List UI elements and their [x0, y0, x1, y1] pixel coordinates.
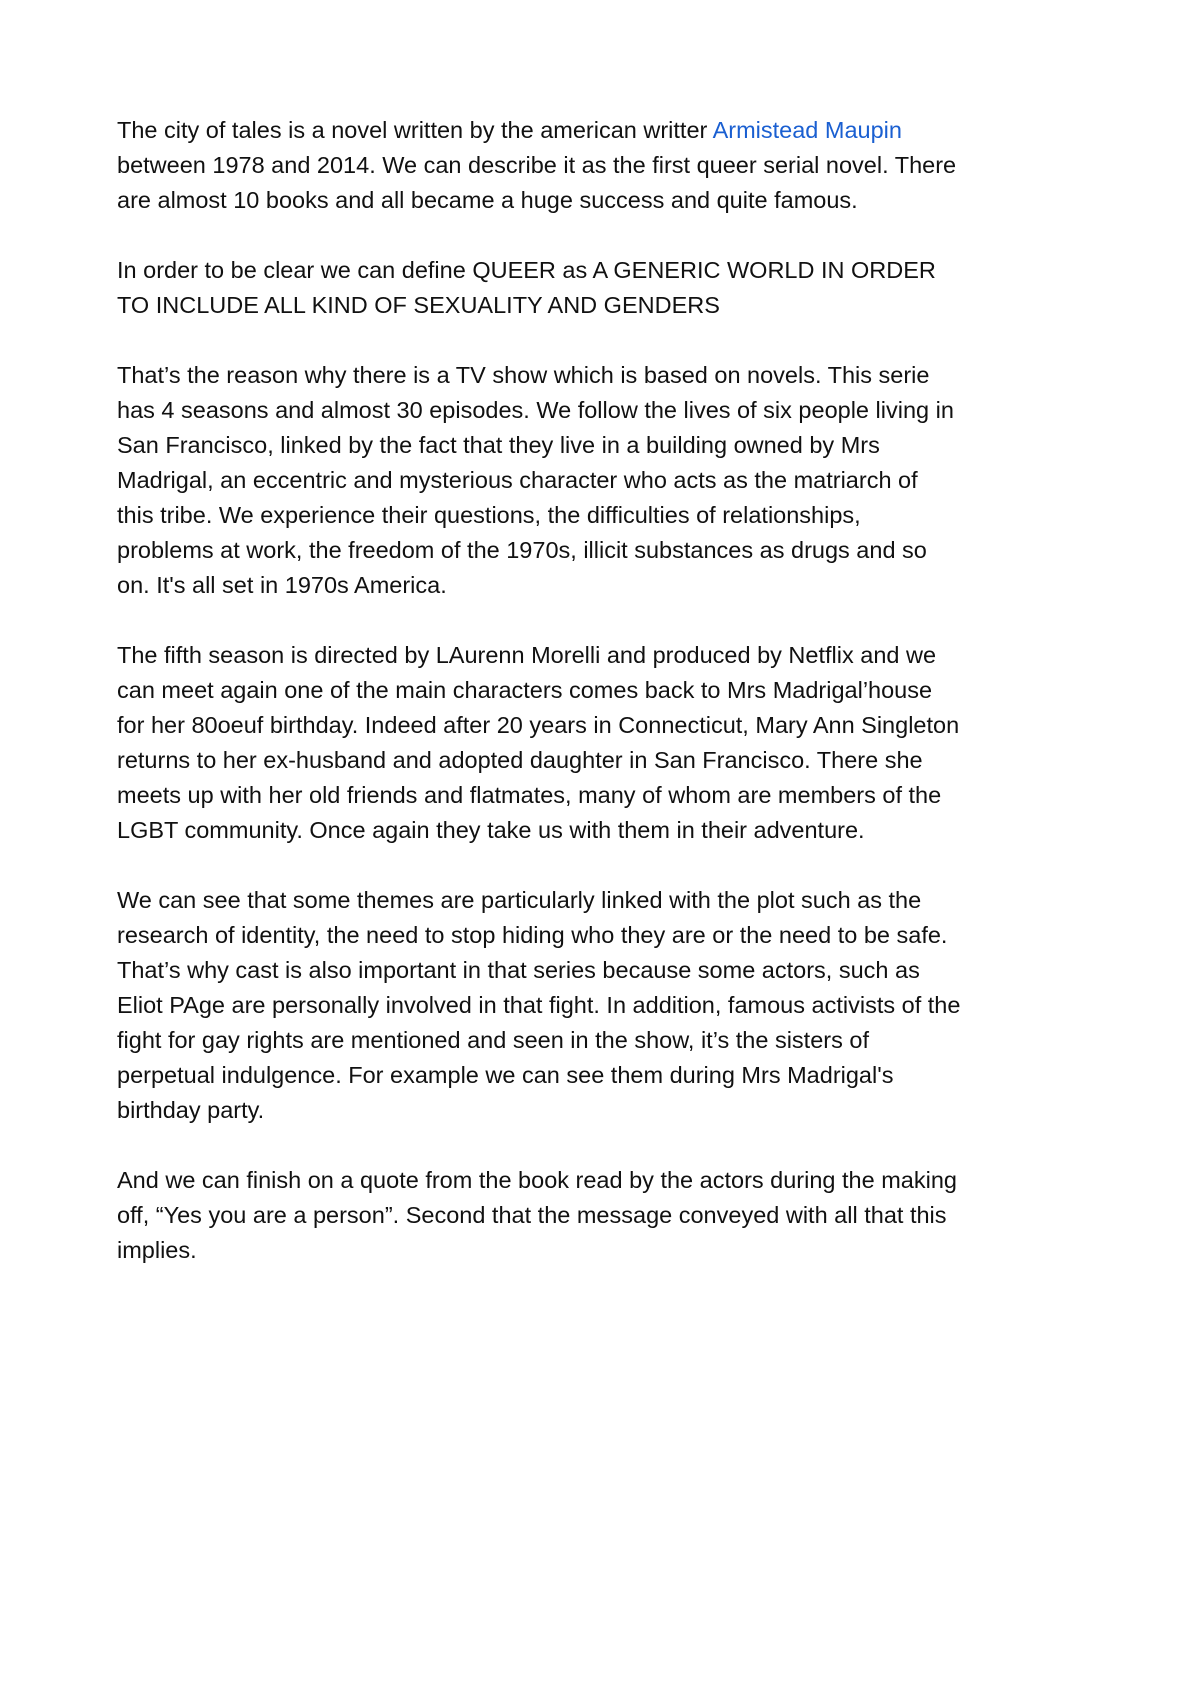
paragraph-intro: [117, 113, 1077, 218]
document-body: [117, 113, 1077, 1303]
paragraph-line: That’s why cast is also important in that series because some actors, such as: [117, 957, 920, 983]
paragraph-line: TO INCLUDE ALL KIND OF SEXUALITY AND GENDERS: [117, 292, 720, 318]
paragraph-line: San Francisco, linked by the fact that they live in a building owned by Mrs: [117, 432, 880, 458]
paragraph-line: for her 80oeuf birthday. Indeed after 20 years in Connecticut, Mary Ann Singleton: [117, 712, 960, 738]
paragraph-line: problems at work, the freedom of the 1970s, illicit substances as drugs and so: [117, 537, 927, 563]
paragraph-line: [117, 113, 1077, 148]
paragraph-line: That’s the reason why there is a TV show which is based on novels. This serie: [117, 362, 930, 388]
paragraph-line: are almost 10 books and all became a huge success and quite famous.: [117, 187, 858, 213]
paragraph-line: between 1978 and 2014. We can describe it as the first queer serial novel. There: [117, 152, 957, 178]
paragraph-conclusion: [117, 1163, 1077, 1268]
line-text: The city of tales is a novel written by the american writter: [117, 117, 713, 143]
paragraph-line: implies.: [117, 1237, 197, 1263]
paragraph-line: Eliot PAge are personally involved in that fight. In addition, famous activists of the: [117, 992, 961, 1018]
paragraph-tv-show: [117, 358, 1077, 603]
paragraph-line: In order to be clear we can define QUEER as A GENERIC WORLD IN ORDER: [117, 257, 936, 283]
paragraph-line: research of identity, the need to stop hiding who they are or the need to be safe.: [117, 922, 948, 948]
paragraph-themes: [117, 883, 1077, 1128]
paragraph-line: has 4 seasons and almost 30 episodes. We follow the lives of six people living in: [117, 397, 954, 423]
paragraph-line: can meet again one of the main characters comes back to Mrs Madrigal’house: [117, 677, 933, 703]
paragraph-line: We can see that some themes are particularly linked with the plot such as the: [117, 887, 922, 913]
paragraph-line: this tribe. We experience their questions, the difficulties of relationships,: [117, 502, 861, 528]
paragraph-line: fight for gay rights are mentioned and seen in the show, it’s the sisters of: [117, 1027, 869, 1053]
paragraph-line: meets up with her old friends and flatmates, many of whom are members of the: [117, 782, 942, 808]
paragraph-line: off, “Yes you are a person”. Second that the message conveyed with all that this: [117, 1202, 947, 1228]
paragraph-line: birthday party.: [117, 1097, 265, 1123]
paragraph-queer-definition: [117, 253, 1077, 323]
paragraph-line: returns to her ex-husband and adopted daughter in San Francisco. There she: [117, 747, 923, 773]
paragraph-fifth-season: [117, 638, 1077, 848]
paragraph-line: perpetual indulgence. For example we can see them during Mrs Madrigal's: [117, 1062, 894, 1088]
paragraph-line: The fifth season is directed by LAurenn Morelli and produced by Netflix and we: [117, 642, 937, 668]
paragraph-line: Madrigal, an eccentric and mysterious character who acts as the matriarch of: [117, 467, 918, 493]
paragraph-line: on. It's all set in 1970s America.: [117, 572, 447, 598]
paragraph-line: And we can finish on a quote from the book read by the actors during the making: [117, 1167, 957, 1193]
author-link[interactable]: Armistead Maupin: [712, 117, 902, 143]
paragraph-line: LGBT community. Once again they take us with them in their adventure.: [117, 817, 865, 843]
